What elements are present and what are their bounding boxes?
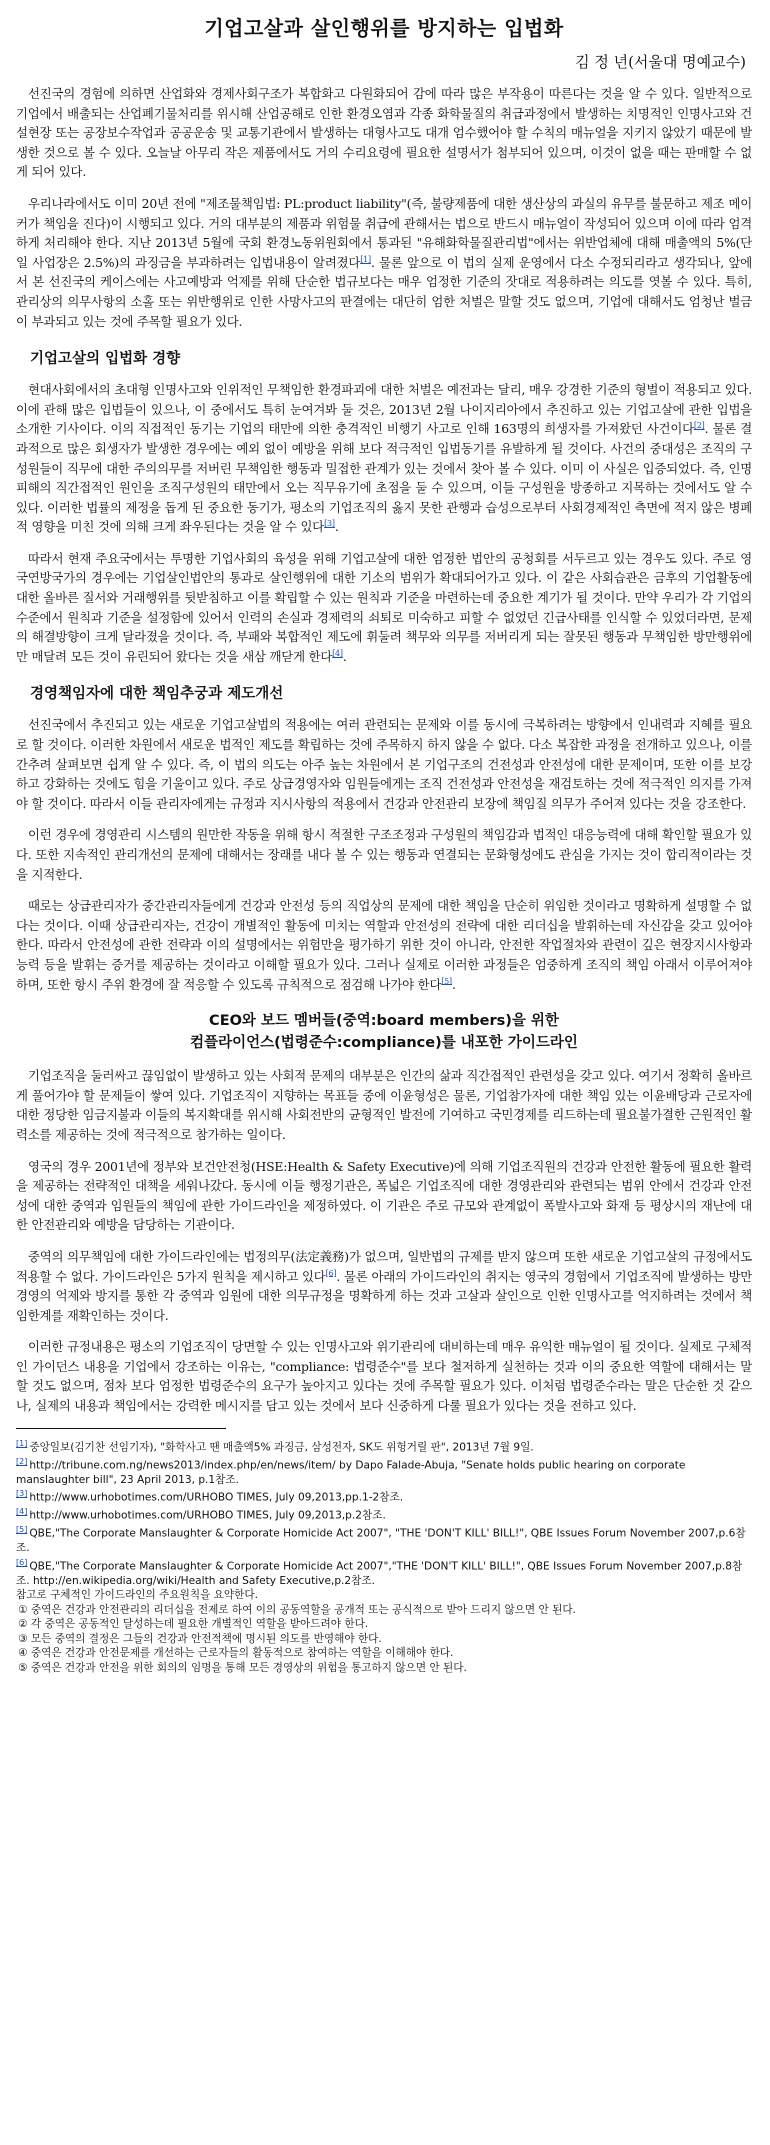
footnote: [5] QBE,"The Corporate Manslaughter & Corporate Homicide Act 2007", "THE 'DON'T KILL' BILL!", QBE Issues Forum November 2007,p.6참조. [16, 1525, 746, 1555]
paragraph: 때로는 상급관리자가 중간관리자들에게 건강과 안전성 등의 직업상의 문제에 대한 책임을 단순히 위임한 것이라고 명확하게 설명할 수 없다는 것이다. 이때 상급관리자는, 건강이 개별적인 활동에 미치는 역할과 안전성의 전략에 대한 리더십을 발휘하는데 자신감을 갖고 있어야 한다. 따라서 안전성에 관한 전략과 이의 설명에서는 위험만을 평가하기 위한 것이 아니라, 안전한 작업절차와 관련이 깊은 현장지시사항과 능력 등을 발휘는 증거를 제공하는 것이라고 이해할 필요가 있다. 그러나 실제로 이러한 과정들은 엄중하게 조직의 책임 아래서 이루어져야 하며, 또한 항시 주위 환경에 잘 적응할 수 있도록 규칙적으로 점검해 나가야 한다[5]. [16, 898, 752, 992]
footnote-number[interactable]: [1] [16, 1438, 28, 1448]
footnote-number[interactable]: [5] [16, 1525, 28, 1535]
paragraph: 이런 경우에 경영관리 시스템의 원만한 작동을 위해 항시 적절한 구조조정과 구성원의 책임감과 법적인 대응능력에 대해 확인할 필요가 있다. 또한 지속적인 관리개선의 문제에 대해서는 장래를 내다 볼 수 있는 행동과 연결되는 문화형성에도 관심을 가지는 것이 합리적이라는 것을 지적한다. [16, 827, 752, 882]
note-item: ④ 중역은 건강과 안전문제를 개선하는 근로자들의 활동적으로 참여하는 역할을 이해해야 한다. [18, 1647, 454, 1660]
footnote-number[interactable]: [3] [16, 1489, 28, 1499]
footnote-link[interactable]: [1] [360, 254, 371, 264]
footnote: [2] http://tribune.com.ng/news2013/index.php/en/news/item/ by Dapo Falade-Abuja, "Senate holds public hearing on corporate manslaughter bill", 23 April 2013, p.1참조. [16, 1456, 686, 1486]
paragraph: 현대사회에서의 초대형 인명사고와 인위적인 무책임한 환경파괴에 대한 처벌은 예전과는 달리, 매우 강경한 기준의 형벌이 적용되고 있다. 이에 관해 많은 입법들이 있으나, 이 중에서도 특히 눈여겨봐 둘 것은, 2013년 2월 나이지리아에서 추진하고 있는 기업고살에 관한 입법을 소개한 기사이다. 이의 직접적인 동기는 기업의 태만에 의한 충격적인 비행기 사고로 인해 163명의 희생자를 가져왔던 사건이다[2]. 물론 결과적으로 많은 회생자가 발생한 경우에는 예외 없이 예방을 위해 보다 적극적인 입법동기를 유발하게 될 것이다. 사건의 중대성은 조직의 구성원들이 직무에 대한 주의의무를 저버린 무책임한 행동과 밀접한 관계가 있는 것에서 찾아 볼 수 있다. 이미 이 사실은 입증되었다. 즉, 인명피해의 직간접적인 원인을 조직구성원의 태만에서 오는 직무유기에 초점을 둘 수 있으며, 이들 구성원을 방종하고 지목하는 것에서도 알 수 있다. 이러한 법률의 제정을 돕게 된 중요한 동기가, 평소의 기업조직의 옳지 못한 관행과 습성으로부터 사회경제적인 측면에 적지 않은 병폐적 영향을 미친 것에 의해 크게 좌우된다는 것을 알 수 있다[3]. [16, 382, 752, 535]
section-heading: 기업고살의 입법화 경향 [30, 351, 181, 368]
note-item: ⑤ 중역은 건강과 안전을 위한 회의의 임명을 통해 모든 경영상의 위험을 통고하지 않으면 안 된다. [18, 1661, 467, 1674]
footnote-link[interactable]: [2] [693, 421, 705, 431]
footnote-link[interactable]: [6] [325, 1268, 337, 1278]
paragraph: 우리나라에서도 이미 20년 전에 "제조물책임법: PL:product liability"(즉, 불량제품에 대한 생산상의 과실의 유무를 불문하고 제조 메이커가 책임을 진다)이 시행되고 있다. 거의 대부분의 제품과 위험물 취급에 관해서는 법으로 반드시 매뉴얼이 작성되어 있으며 이에 따라 엄격하게 처리해야 한다. 지난 2013년 5월에 국회 환경노동위원회에서 통과된 "유해화학물질관리법"에서는 위반업체에 대해 매출액의 5%(단일 사업장은 2.5%)의 과징금을 부과하려는 입법내용이 알려졌다[1]. 물론 앞으로 이 법의 실제 운영에서 다소 수정되리라고 생각되나, 앞에서 본 선진국의 케이스에는 사고예방과 억제를 위해 단순한 법규보다는 매우 엄정한 기준의 잣대로 적용하려는 의도를 엿볼 수 있다. 특히, 관리상의 의무사항의 소홀 또는 위반행위로 인한 사망사고의 판결에는 대단히 엄한 처벌은 말할 것도 없으며, 기업에 대해서도 엄청난 벌금이 부과되고 있는 것에 주목할 필요가 있다. [16, 195, 752, 329]
section-heading: 경영책임자에 대한 책임추궁과 제도개선 [30, 686, 284, 703]
footnote: [1] 중앙일보(김기찬 선임기자), "화학사고 땐 매출액5% 과징금, 삼성전자, SK도 위헝거릴 판", 2013년 7월 9일. [16, 1438, 534, 1454]
footnote-link[interactable]: [3] [324, 519, 335, 529]
section-heading-line1: CEO와 보드 멤버들(중역:board members)을 위한 [209, 1013, 559, 1030]
note-item: ③ 모든 중역의 결정은 그들의 건강과 안전적책에 명시된 의도를 반영해야 한다. [18, 1632, 382, 1645]
section-heading-line2: 컴플라이언스(법령준수:compliance)를 내포한 가이드라인 [190, 1035, 578, 1052]
page-title: 기업고살과 살인행위를 방지하는 입법화 [204, 16, 564, 40]
footnote-link[interactable]: [4] [332, 648, 343, 658]
footnote: [4] http://www.urhobotimes.com/URHOBO TIMES, July 09,2013,p.2참조. [16, 1507, 386, 1522]
paragraph: 따라서 현재 주요국에서는 투명한 기업사회의 육성을 위해 기업고살에 대한 엄정한 법안의 공청회를 서두르고 있는 경우도 있다. 주로 영국연방국가의 경우에는 기업살인법안의 통과로 살인행위에 대한 기소의 범위가 확대되어가고 있다. 이 같은 사회습관은 금후의 기업활동에 대한 올바른 질서와 거래행위를 뒷받침하고 이를 확립할 수 있는 원칙과 기준을 마련하는데 중요한 계기가 될 것이다. 만약 우리가 각 기업의 수준에서 원칙과 기준을 설정함에 있어서 인력의 손실과 경제력의 쇠퇴로 미숙하고 피할 수 없었던 긴급사태를 인식할 수 있었더라면, 문제의 해결방향이 크게 달라졌을 것이다. 즉, 부패와 복합적인 제도에 휘둘려 책무와 의무를 저버리게 되는 잘못된 행동과 무책임한 방만행위에만 매달려 모든 것이 유린되어 왔다는 것을 새삼 깨닫게 한다[4]. [16, 550, 752, 664]
paragraph: 이러한 규정내용은 평소의 기업조직이 당면할 수 있는 인명사고와 위기관리에 대비하는데 매우 유익한 매뉴얼이 될 것이다. 실제로 구체적인 가이던스 내용을 기업에서 강조하는 이유는, "compliance: 법령준수"를 보다 철저하게 실천하는 것과 이의 중요한 역할에 대해서는 말할 것도 없으며, 점차 보다 엄정한 법령준수의 요구가 높아지고 있다는 것에 주목할 필요가 있다. 이처럼 법령준수라는 말은 단순한 것 같으나, 실제의 내용과 책임에서는 강력한 메시지를 담고 있는 것에서 보다 신중하게 다룰 필요가 있다는 것을 전하고 있다. [16, 1339, 752, 1414]
footnote: [6] QBE,"The Corporate Manslaughter & Corporate Homicide Act 2007","THE 'DON'T KILL' BILL!", QBE Issues Forum November 2007,p.8참조. http://en.wikipedia.org/wiki/Health and Safety Executive,p.2참조. [16, 1557, 743, 1587]
footnote-divider [16, 1428, 226, 1429]
note-item: ② 각 중역은 공동적인 달성하는데 필요한 개별적인 역할을 받아드려야 한다. [18, 1618, 369, 1631]
footnote-number[interactable]: [2] [16, 1456, 28, 1466]
note-item: ① 중역은 건강과 안전관리의 리더십을 전제로 하여 이의 공동역할을 공개적 또는 공식적으로 받아 드리지 않으면 안 된다. [18, 1603, 576, 1616]
footnote: [3] http://www.urhobotimes.com/URHOBO TIMES, July 09,2013,pp.1-2참조. [16, 1489, 404, 1504]
footnote-number[interactable]: [4] [16, 1507, 28, 1517]
paragraph: 중역의 의무책임에 대한 가이드라인에는 법정의무(法定義務)가 없으며, 일반법의 규제를 받지 않으며 또한 새로운 기업고살의 규정에서도 적용할 수 없다. 가이드라인은 5가지 원칙을 제시하고 있다[6]. 물론 아래의 가이드라인의 취지는 영국의 경험에서 기업조직에 발생하는 방만경영의 억제와 방지를 통한 각 중역과 임원에 대한 의무규정을 명확하게 하는 것과 고살과 살인으로 인한 인명사고를 억지하려는 것에서 책임한계를 재확인하는 것이다. [16, 1248, 752, 1323]
paragraph: 기업조직을 둘러싸고 끊임없이 발생하고 있는 사회적 문제의 대부분은 인간의 삶과 직간접적인 관련성을 갖고 있다. 여기서 정확히 올바르게 풀어가야 할 문제들이 쌓여 있다. 기업조직이 지향하는 목표들 중에 이윤형성은 물론, 기업참가자에 대한 책임 있는 이윤배당과 근로자에 대한 정당한 임금지불과 이들의 복지확대를 위시해 사회전반의 균형적인 발전에 기여하고 국민경제를 리드하는데 필요불가결한 근원적인 활력소를 제공하는 것에 적극적으로 참가하는 일이다. [16, 1068, 752, 1142]
section-heading [16, 1010, 752, 1054]
paragraph: 영국의 경우 2001년에 정부와 보건안전청(HSE:Health & Safety Executive)에 의해 기업조직원의 건강과 안전한 활동에 필요한 활력을 제공하는 전략적인 대책을 세워나갔다. 동시에 이들 행정기관은, 폭넓은 기업조직에 대한 경영관리와 관련되는 범위 안에서 건강과 안전성에 대한 중역과 임원들의 책임에 관한 가이드라인을 제정하였다. 이 기관은 주로 규모와 관계없이 폭발사고와 화재 등 평상시의 재난에 대한 안전관리와 예방을 담당하는 기관이다. [16, 1158, 752, 1233]
paragraph: 선진국에서 추진되고 있는 새로운 기업고살법의 적용에는 여러 관련되는 문제와 이를 동시에 극복하려는 방향에서 인내력과 지혜를 필요로 할 것이다. 이러한 차원에서 새로운 법적인 제도를 확립하는 것에 주목하지 하지 않을 수 없다. 다소 복잡한 과정을 전개하고 있으나, 이를 간추려 살펴보면 쉽게 알 수 있다. 즉, 이 법의 의도는 아주 높는 차원에서 본 기업구조의 건전성과 안전성에 대한 문제이며, 또한 이를 보강하고 강화하는 것에도 힘을 기울이고 있다. 주로 상급경영자와 임원들에게는 조직 건전성과 안전성을 재검토하는 것에 적극적인 의지를 가져야 할 것이다. 따라서 이들 관리자에게는 규정과 지시사항의 적용에서 건강과 안전관리 보장에 책임질 의무가 주어져 있다는 것을 강조한다. [16, 717, 752, 811]
footnote-number[interactable]: [6] [16, 1557, 28, 1567]
paragraph: 선진국의 경험에 의하면 산업화와 경제사회구조가 복합화고 다원화되어 감에 따라 많은 부작용이 따른다는 것을 알 수 있다. 일반적으로 기업에서 배출되는 산업폐기물처리를 위시해 산업공해로 인한 환경오염과 각종 화학물질의 취급과정에서 발생하는 치명적인 인명사고와 건설현장 또는 공장보수작업과 공공운송 및 교통기관에서 발생하는 대형사고도 대개 엄수했어야 할 수칙의 매뉴얼을 지키지 않았기 때문에 발생한 것으로 볼 수 있다. 오늘날 아무리 작은 제품에서도 거의 수리요령에 필요한 설명서가 첨부되어 있으며, 이것이 없을 때는 판매할 수 없게 되어 있다. [16, 86, 752, 180]
footnote-link[interactable]: [5] [441, 976, 452, 986]
footnotes [16, 1437, 752, 1589]
notes-intro: 참고로 구체적인 가이드라인의 주요원칙을 요약한다. [16, 1589, 258, 1602]
author-line: 김 정 년(서울대 명예교수) [575, 53, 746, 71]
